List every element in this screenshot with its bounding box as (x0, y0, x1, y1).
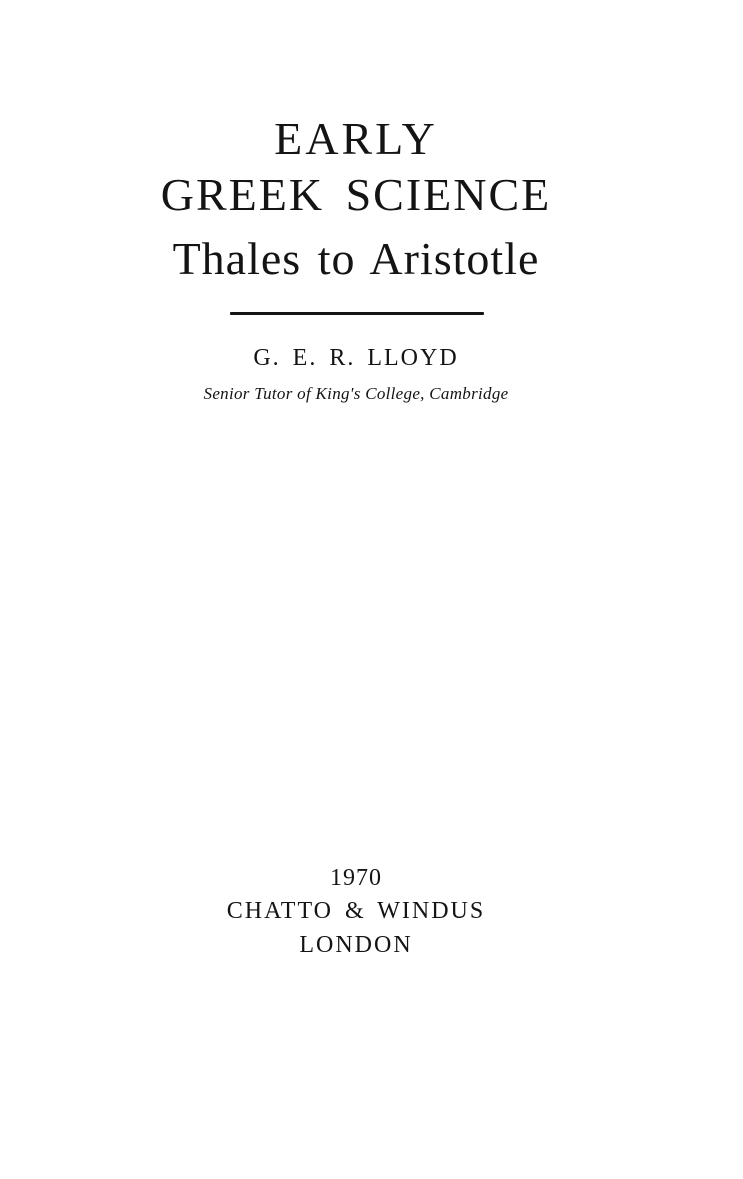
publisher-city: LONDON (299, 932, 413, 958)
author-affiliation: Senior Tutor of King's College, Cambridge (203, 384, 509, 403)
title-line-greek-science: GREEK SCIENCE (160, 169, 552, 220)
subtitle-thales-to-aristotle: Thales to Aristotle (172, 233, 540, 284)
title-line-early: EARLY (274, 113, 438, 164)
title-divider-rule (230, 312, 484, 315)
publisher-name: CHATTO & WINDUS (226, 898, 486, 924)
author-name: G. E. R. LLOYD (253, 345, 459, 371)
publication-year: 1970 (330, 865, 382, 891)
